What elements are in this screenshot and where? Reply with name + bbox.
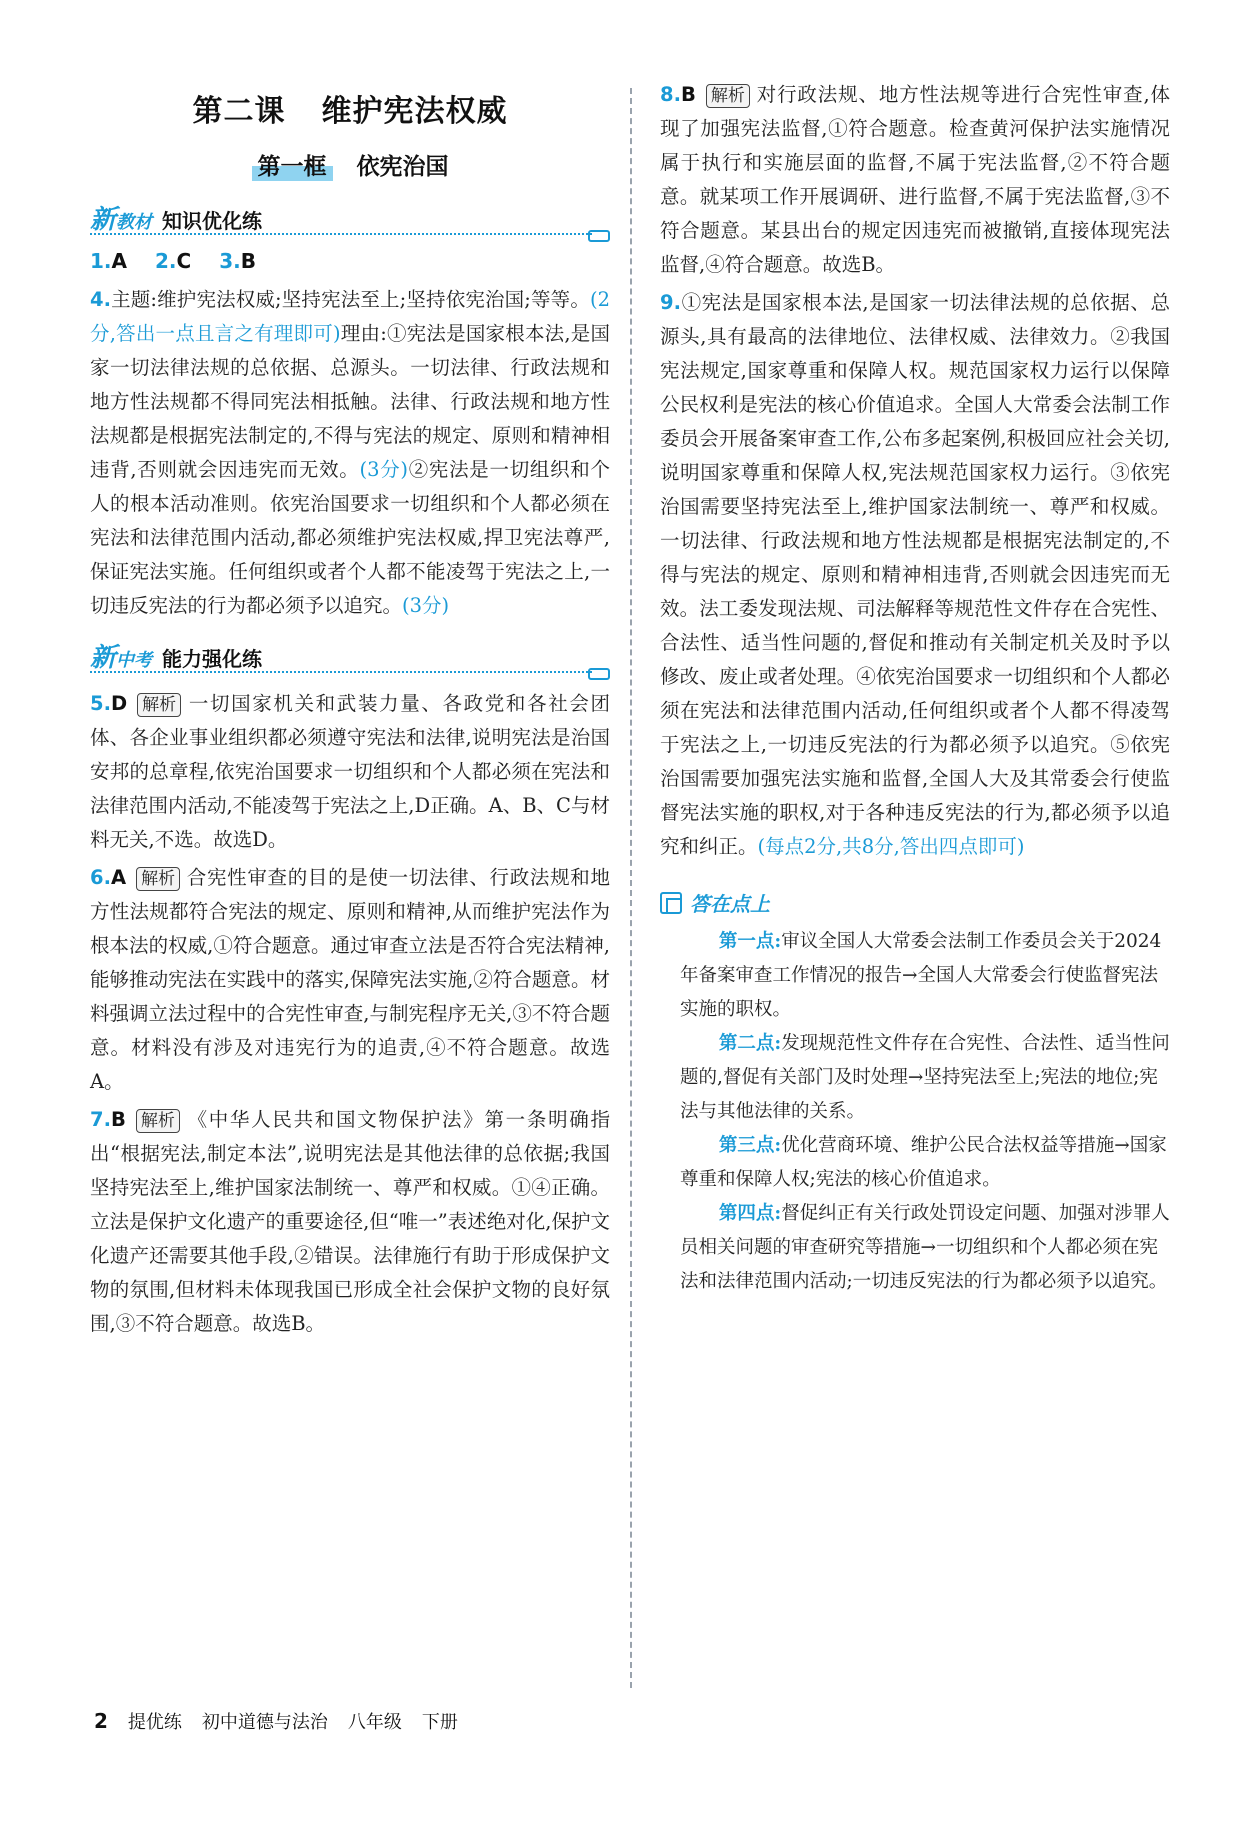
section-dotted-line	[90, 671, 592, 673]
section-new-mark: 新	[90, 205, 117, 235]
section-dotted-line	[90, 233, 592, 235]
analysis-badge: 解析	[706, 84, 750, 108]
document-stack-icon	[660, 892, 682, 914]
answer-letter: A	[111, 249, 127, 273]
answer-letter: D	[110, 692, 128, 715]
question-number: 1.	[90, 249, 112, 273]
tip-label: 第四点:	[718, 1203, 782, 1224]
question-number: 8.	[660, 83, 681, 106]
analysis-badge: 解析	[136, 867, 180, 891]
analysis-text: 对行政法规、地方性法规等进行合宪性审查,体现了加强宪法监督,①符合题意。检查黄河保护法实施情况属于执行和实施层面的监督,不属于宪法监督,②不符合题意。就某项工作开展调研、进行监督,不属于宪法监督,③不符合题意。某县出台的规定因违宪而被撤销,直接体现宪法监督,④符合题意。故选B。	[660, 83, 1170, 276]
answer-item	[219, 249, 256, 273]
analysis-text: 合宪性审查的目的是使一切法律、行政法规和地方性法规都符合宪法的规定、原则和精神,从而维护宪法作为根本法的权威,①符合题意。通过审查立法是否符合宪法精神,能够推动宪法在实践中的落实,保障宪法实施,②符合题意。材料强调立法过程中的合宪性审查,与制宪程序无关,③不符合题意。材料没有涉及对违宪行为的追责,④不符合题意。故选A。	[90, 866, 610, 1093]
question-5-answer	[90, 687, 610, 857]
score-note: (3分)	[359, 458, 409, 481]
score-note: (3分)	[402, 594, 450, 617]
frame-name: 依宪治国	[356, 153, 449, 180]
book-subject: 初中道德与法治	[201, 1712, 328, 1733]
answer-letter: B	[110, 1108, 126, 1131]
tip-text: 审议全国人大常委会法制工作委员会关于2024年备案审查工作情况的报告→全国人大常委会行使监督宪法实施的职权。	[680, 931, 1162, 1020]
analysis-badge: 解析	[136, 1109, 180, 1133]
tip-label: 第二点:	[718, 1033, 782, 1054]
answer-letter: B	[680, 83, 696, 106]
question-4-answer	[90, 283, 610, 623]
tip-point	[680, 925, 1170, 1027]
answer-item	[90, 249, 127, 273]
analysis-text: 一切国家机关和武装力量、各政党和各社会团体、各企业事业组织都必须遵守宪法和法律,说明宪法是治国安邦的总章程,依宪治国要求一切组织和个人都必须在宪法和法律范围内活动,不能凌驾于宪法之上,D正确。A、B、C与材料无关,不选。故选D。	[90, 692, 610, 851]
tip-label: 第三点:	[718, 1135, 782, 1156]
page-footer	[94, 1708, 458, 1734]
answer-text: ②宪法是一切组织和个人的根本活动准则。依宪治国要求一切组织和个人都必须在宪法和法律范围内活动,都必须维护宪法权威,捍卫宪法尊严,保证宪法实施。任何组织或者个人都不能凌驾于宪法之上,一切违反宪法的行为都必须予以追究。	[90, 458, 610, 617]
lesson-title	[90, 86, 610, 130]
score-note: (2分,答出一点且言之有理即可)	[90, 288, 610, 345]
section-kind: 教材	[116, 212, 153, 233]
section-new-mark: 新	[90, 643, 117, 673]
tip-point	[680, 1197, 1170, 1299]
answer-text: 理由:①宪法是国家根本法,是国家一切法律法规的总依据、总源头。一切法律、行政法规和地方性法规都不得同宪法相抵触。法律、行政法规和地方性法规都是根据宪法制定的,不得与宪法的规定、原则和精神相违背,否则就会因违宪而无效。	[90, 322, 610, 481]
question-number: 3.	[219, 249, 241, 273]
lesson-name: 维护宪法权威	[321, 94, 508, 129]
section-label: 知识优化练	[162, 209, 263, 233]
answer-text: 主题:维护宪法权威;坚持宪法至上;坚持依宪治国;等等。	[110, 288, 590, 311]
answer-letter: B	[240, 249, 256, 273]
section-label: 能力强化练	[162, 647, 263, 671]
tips-header	[660, 888, 1170, 917]
pencil-icon	[588, 668, 610, 680]
tip-point	[680, 1027, 1170, 1129]
question-number: 9.	[660, 291, 681, 314]
question-8-answer	[660, 78, 1170, 282]
quick-answers	[90, 249, 610, 273]
frame-tag: 第一框	[252, 148, 333, 181]
tips-title: 答在点上	[690, 892, 770, 916]
question-number: 4.	[90, 288, 111, 311]
analysis-text: 《中华人民共和国文物保护法》第一条明确指出“根据宪法,制定本法”,说明宪法是其他法律的总依据;我国坚持宪法至上,维护国家法制统一、尊严和权威。①④正确。立法是保护文化遗产的重要途径,但“唯一”表述绝对化,保护文化遗产还需要其他手段,②错误。法律施行有助于形成保护文物的氛围,但材料未体现我国已形成全社会保护文物的良好氛围,③不符合题意。故选B。	[90, 1108, 610, 1335]
section-kind: 中考	[116, 650, 153, 671]
right-column	[660, 78, 1170, 1299]
analysis-badge: 解析	[137, 693, 181, 717]
question-number: 7.	[90, 1108, 111, 1131]
tip-label: 第一点:	[718, 931, 782, 952]
answer-text: ①宪法是国家根本法,是国家一切法律法规的总依据、总源头,具有最高的法律地位、法律权威、法律效力。②我国宪法规定,国家尊重和保障人权。规范国家权力运行以保障公民权利是宪法的核心价值追求。全国人大常委会法制工作委员会开展备案审查工作,公布多起案例,积极回应社会关切,说明国家尊重和保障人权,宪法规范国家权力运行。③依宪治国需要坚持宪法至上,维护国家法制统一、尊严和权威。一切法律、行政法规和地方性法规都是根据宪法制定的,不得与宪法的规定、原则和精神相违背,否则就会因违宪而无效。法工委发现法规、司法解释等规范性文件存在合宪性、合法性、适当性问题的,督促和推动有关制定机关及时予以修改、废止或者处理。④依宪治国要求一切组织和个人都必须在宪法和法律范围内活动,任何组织或者个人都不得凌驾于宪法之上,一切违反宪法的行为都必须予以追究。⑤依宪治国需要加强宪法实施和监督,全国人大及其常委会行使监督宪法实施的职权,对于各种违反宪法的行为,都必须予以追究和纠正。	[660, 291, 1170, 858]
answer-letter: C	[176, 249, 192, 273]
tip-text: 督促纠正有关行政处罚设定问题、加强对涉罪人员相关问题的审查研究等措施→一切组织和个人都必须在宪法和法律范围内活动;一切违反宪法的行为都必须予以追究。	[680, 1203, 1170, 1292]
question-9-answer	[660, 286, 1170, 864]
question-6-answer	[90, 861, 610, 1099]
tip-point	[680, 1129, 1170, 1197]
tip-text: 发现规范性文件存在合宪性、合法性、适当性问题的,督促有关部门及时处理→坚持宪法至上;宪法的地位;宪法与其他法律的关系。	[680, 1033, 1170, 1122]
tip-text: 优化营商环境、维护公民合法权益等措施→国家尊重和保障人权;宪法的核心价值追求。	[680, 1135, 1167, 1190]
section-header-textbook	[90, 199, 610, 239]
question-number: 2.	[155, 249, 177, 273]
book-series: 提优练	[127, 1712, 182, 1733]
answer-letter: A	[110, 866, 127, 889]
left-column	[90, 78, 610, 1345]
question-number: 5.	[90, 692, 111, 715]
lesson-number: 第二课	[192, 94, 286, 129]
section-header-exam	[90, 637, 610, 677]
book-volume: 下册	[421, 1712, 458, 1733]
question-7-answer	[90, 1103, 610, 1341]
frame-title	[90, 148, 610, 181]
score-note: (每点2分,共8分,答出四点即可)	[757, 835, 1025, 858]
answer-item	[155, 249, 191, 273]
book-grade: 八年级	[347, 1712, 402, 1733]
page-number: 2	[94, 1709, 108, 1733]
question-number: 6.	[90, 866, 111, 889]
pencil-icon	[588, 230, 610, 242]
column-divider	[630, 88, 632, 1688]
